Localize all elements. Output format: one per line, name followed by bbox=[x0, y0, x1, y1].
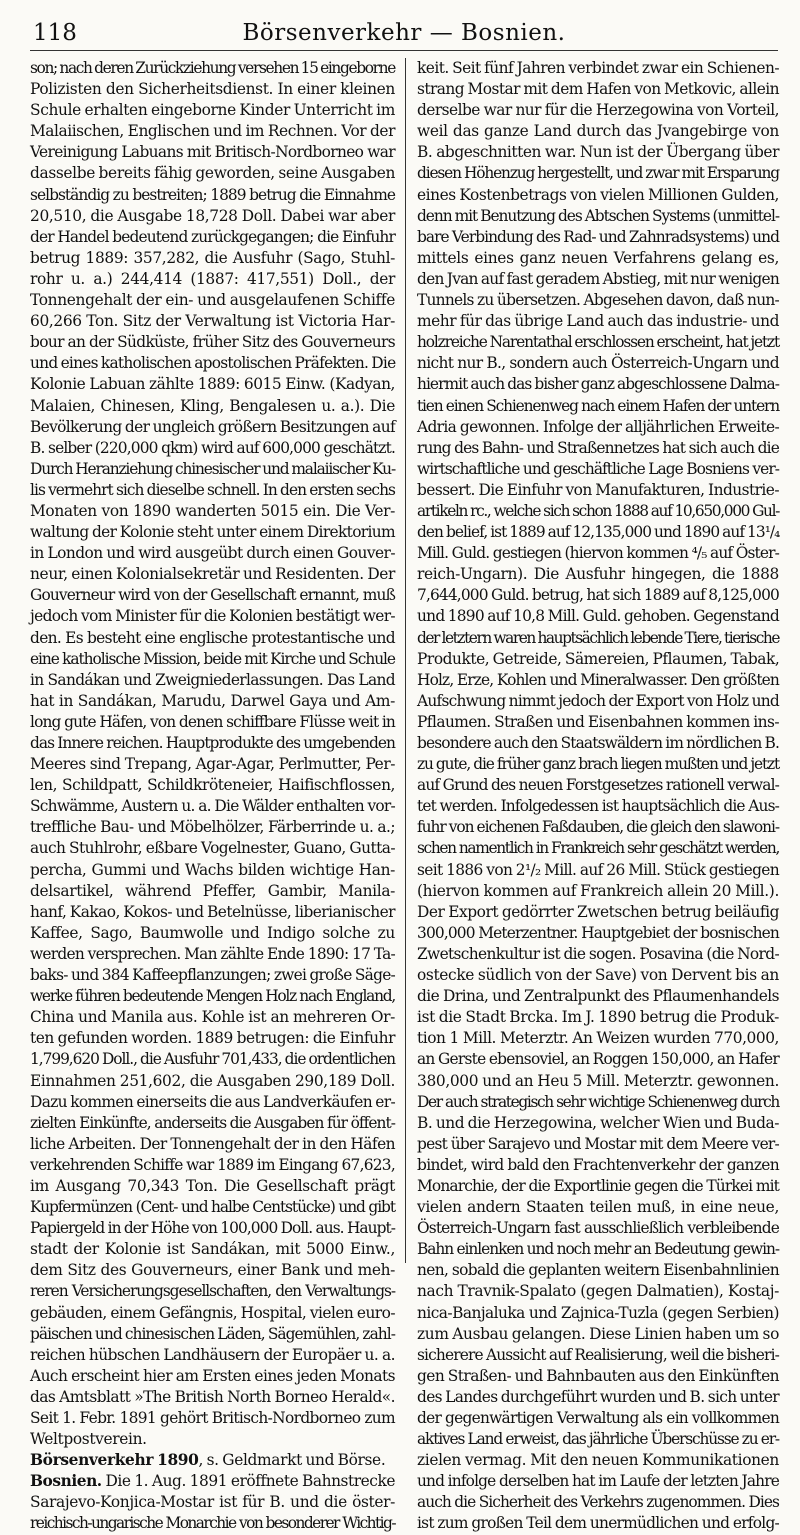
text-line: Sarajevo-Konjica-Mostar ist für B. und die öster- bbox=[30, 1493, 395, 1512]
text-line: das Innere reichen. Hauptprodukte des umgebenden bbox=[30, 734, 395, 752]
text-line: Tonnengehalt der ein- und ausgelaufenen Schiffe bbox=[30, 291, 395, 310]
left-text-column bbox=[30, 58, 396, 1533]
text-line: Bosnien. Die 1. Aug. 1891 eröffnete Bahnstrecke bbox=[30, 1472, 395, 1491]
text-line: hiermit auch das bisher ganz abgeschlossene Dalma- bbox=[417, 375, 779, 394]
text-line: Aufschwung nimmt jedoch der Export von Holz und bbox=[417, 691, 779, 710]
text-line: stadt der Kolonie ist Sandákan, mit 5000 Einw., bbox=[30, 1240, 395, 1259]
text-line: lis vermehrt sich dieselbe schnell. In den ersten sechs bbox=[30, 480, 395, 499]
text-line: Auch erscheint hier am Ersten eines jeden Monats bbox=[30, 1366, 395, 1385]
text-line: gebäuden, einem Gefängnis, Hospital, vielen euro- bbox=[30, 1303, 395, 1322]
text-line: Österreich-Ungarn fast ausschließlich verbleibende bbox=[417, 1219, 779, 1238]
text-line: Kupfermünzen (Cent- und halbe Centstücke) und gibt bbox=[30, 1198, 395, 1217]
text-line: 60,266 Ton. Sitz der Verwaltung ist Victoria Har- bbox=[30, 312, 395, 331]
text-line: Seit 1. Febr. 1891 gehört Britisch-Nordborneo zum bbox=[30, 1409, 395, 1427]
text-line: China und Manila aus. Kohle ist an mehreren Or- bbox=[30, 1008, 395, 1027]
text-line: diesen Höhenzug hergestellt, und zwar mit Ersparung bbox=[417, 164, 779, 183]
text-line: Der auch strategisch sehr wichtige Schienenweg durch bbox=[417, 1092, 779, 1111]
text-line: waltung der Kolonie steht unter einem Direktorium bbox=[30, 523, 395, 542]
text-line: rung des Bahn- und Straßennetzes hat sich auch die bbox=[417, 438, 779, 457]
text-line: jedoch vom Minister für die Kolonien bestätigt wer- bbox=[30, 607, 395, 626]
text-line: zielten Einkünfte, anderseits die Ausgaben für öffent- bbox=[30, 1113, 395, 1132]
text-line: artikeln rc., welche sich schon 1888 auf 10,650,000 Gul- bbox=[417, 501, 779, 520]
text-line: Polizisten den Sicherheitsdienst. In einer kleinen bbox=[30, 80, 395, 99]
text-line: keit. Seit fünf Jahren verbindet zwar ein Schienen- bbox=[417, 59, 779, 77]
text-line: das Amtsblatt »The British North Borneo Herald«. bbox=[30, 1387, 395, 1406]
text-line: den belief, ist 1889 auf 12,135,000 und 1890 auf 13¹/₄ bbox=[417, 523, 780, 542]
text-line: besondere auch den Staatswäldern im nördlichen B. bbox=[417, 734, 779, 752]
text-line: selbständig zu bestreiten; 1889 betrug die Einnahme bbox=[30, 185, 395, 204]
text-line: fuhr von eichenen Faßdauben, die gleich den slawoni- bbox=[417, 818, 779, 837]
text-line: an Gerste ebensoviel, an Roggen 150,000, an Hafer bbox=[417, 1050, 779, 1069]
text-line: nicht nur B., sondern auch Österreich-Ungarn und bbox=[417, 354, 779, 373]
text-line: nica-Banjaluka und Zajnica-Tuzla (gegen Serbien) bbox=[417, 1303, 779, 1322]
text-line: werke führen bedeutende Mengen Holz nach England, bbox=[30, 987, 395, 1006]
text-line: Bahn einlenken und noch mehr an Bedeutung gewin- bbox=[417, 1240, 779, 1259]
text-line: dem Sitz des Gouverneurs, einer Bank und meh- bbox=[30, 1261, 395, 1280]
text-line: reichen hübschen Landhäusern der Europäer u. a. bbox=[30, 1345, 395, 1364]
text-line: zielen vermag. Mit den neuen Kommunikationen bbox=[417, 1451, 779, 1470]
text-line: päischen und chinesischen Läden, Sägemühlen, zahl- bbox=[30, 1324, 395, 1343]
text-line: Schule erhalten eingeborne Kinder Unterricht im bbox=[30, 101, 395, 120]
text-line: bour an der Südküste, früher Sitz des Gouverneurs bbox=[30, 333, 395, 352]
text-line: 7,644,000 Guld. betrug, hat sich 1889 auf 8,125,000 bbox=[417, 586, 779, 605]
text-line: Vereinigung Labuans mit Britisch-Nordborneo war bbox=[30, 143, 395, 162]
text-line: Holz, Erze, Kohlen und Mineralwasser. Den größten bbox=[417, 670, 779, 689]
text-line: in Sandákan und Zweigniederlassungen. Das Land bbox=[30, 670, 395, 689]
text-line: strang Mostar mit dem Hafen von Metkovic, allein bbox=[417, 80, 779, 99]
text-line: tet werden. Infolgedessen ist hauptsächlich die Aus- bbox=[417, 797, 779, 816]
text-line: sicherere Aussicht auf Realisierung, weil die bisheri- bbox=[417, 1345, 779, 1364]
text-line: seit 1886 von 2¹/₂ Mill. auf 26 Mill. Stück gestiegen bbox=[417, 860, 779, 879]
text-line: derselbe war nur für die Herzegowina von Vorteil, bbox=[417, 101, 779, 120]
text-line: Tunnels zu übersetzen. Abgesehen davon, daß nun- bbox=[417, 291, 779, 310]
text-line: Gouverneur wird von der Gesellschaft ernannt, muß bbox=[30, 586, 395, 605]
text-line: bare Verbindung des Rad- und Zahnradsystems) und bbox=[417, 227, 779, 246]
text-line: delsartikel, während Pfeffer, Gambir, Manila- bbox=[30, 881, 395, 900]
text-line: gen Straßen- und Bahnbauten aus den Einkünften bbox=[417, 1366, 779, 1385]
text-line: holzreiche Narentathal erschlossen erscheint, hat jetzt bbox=[417, 333, 779, 352]
text-line: schen namentlich in Frankreich sehr geschätzt werden, bbox=[417, 839, 779, 858]
text-line: pest über Sarajevo und Mostar mit dem Meere ver- bbox=[417, 1134, 779, 1153]
text-line: der letztern waren hauptsächlich lebende Tiere, tierische bbox=[417, 628, 779, 647]
text-line: percha, Gummi und Wachs bilden wichtige Han- bbox=[30, 860, 395, 879]
text-line: Schwämme, Austern u. a. Die Wälder enthalten vor- bbox=[30, 797, 395, 816]
text-line: vielen andern Staaten teilen muß, in eine neue, bbox=[417, 1198, 779, 1217]
text-line: hat in Sandákan, Marudu, Darwel Gaya und Am- bbox=[30, 691, 395, 710]
text-line: bindet, wird bald den Frachtenverkehr der ganzen bbox=[417, 1155, 779, 1174]
text-line: verkehrenden Schiffe war 1889 im Eingang 67,623, bbox=[30, 1155, 395, 1174]
text-line: ist zum großen Teil dem unermüdlichen und erfolg- bbox=[417, 1514, 779, 1533]
text-line: long gute Häfen, von denen schiffbare Flüsse weit in bbox=[30, 712, 395, 731]
text-line: Durch Heranziehung chinesischer und malaiischer Ku- bbox=[30, 459, 395, 478]
text-line: rohr u. a.) 244,414 (1887: 417,551) Doll., der bbox=[30, 269, 395, 288]
text-line: Einnahmen 251,602, die Ausgaben 290,189 Doll. bbox=[30, 1071, 395, 1090]
text-line: Meeres sind Trepang, Agar-Agar, Perlmutter, Per- bbox=[30, 755, 395, 774]
text-line: der Handel bedeutend zurückgegangen; die Einfuhr bbox=[30, 227, 395, 246]
text-line: dasselbe bereits fähig geworden, seine Ausgaben bbox=[30, 164, 396, 183]
text-line: Börsenverkehr 1890, s. Geldmarkt und Börse. bbox=[30, 1451, 386, 1470]
text-line: Dazu kommen einerseits die aus Landverkäufen er- bbox=[30, 1092, 395, 1111]
text-line: bessert. Die Einfuhr von Manufakturen, Industrie- bbox=[417, 480, 779, 499]
text-line: und 1890 auf 10,8 Mill. Guld. gehoben. Gegenstand bbox=[417, 607, 779, 626]
text-line: wirtschaftliche und geschäftliche Lage Bosniens ver- bbox=[417, 459, 779, 478]
text-line: auch die Sicherheit des Verkehrs zugenommen. Dies bbox=[417, 1493, 779, 1512]
text-line: aktives Land erweist, das jährliche Überschüsse zu er- bbox=[417, 1430, 779, 1449]
text-line: weil das ganze Land durch das Jvangebirge von bbox=[417, 122, 779, 141]
text-line: nach Travnik-Spalato (gegen Dalmatien), Kostaj- bbox=[417, 1282, 779, 1301]
text-line: betrug 1889: 357,282, die Ausfuhr (Sago, Stuhl- bbox=[30, 248, 395, 267]
text-line: son; nach deren Zurückziehung versehen 15 eingeborne bbox=[30, 59, 396, 77]
text-line: ostecke südlich von der Save) von Dervent bis an bbox=[417, 966, 779, 985]
text-line: des Landes durchgeführt wurden und B. sich unter bbox=[417, 1387, 779, 1406]
text-line: mehr für das übrige Land auch das industrie- und bbox=[417, 312, 779, 331]
text-line: neur, einen Kolonialsekretär und Residenten. Der bbox=[30, 565, 396, 584]
text-line: B. und die Herzegowina, welcher Wien und Buda- bbox=[417, 1113, 779, 1132]
column-divider bbox=[405, 58, 406, 1263]
text-line: len, Schildpatt, Schildkröteneier, Haifischflossen, bbox=[30, 776, 395, 795]
text-line: Monarchie, der die Exportlinie gegen die Türkei mit bbox=[417, 1176, 779, 1195]
entry-headword: Bosnien. bbox=[30, 1472, 102, 1491]
text-line: im Ausgang 70,343 Ton. Die Gesellschaft prägt bbox=[30, 1176, 395, 1195]
text-line: 380,000 und an Heu 5 Mill. Meterztr. gewonnen. bbox=[417, 1071, 779, 1090]
text-line: treffliche Bau- und Möbelhölzer, Färberrinde u. a.; bbox=[30, 818, 395, 837]
text-line: Mill. Guld. gestiegen (hiervon kommen ⁴/₅ auf Öster- bbox=[417, 544, 779, 563]
text-line: 20,510, die Ausgabe 18,728 Doll. Dabei war aber bbox=[30, 206, 395, 225]
text-line: 1,799,620 Doll., die Ausfuhr 701,433, die ordentlichen bbox=[30, 1050, 395, 1069]
text-line: Monaten von 1890 wanderten 5015 ein. Die Ver- bbox=[30, 501, 395, 520]
text-line: Kaffee, Sago, Baumwolle und Indigo solche zu bbox=[30, 923, 395, 942]
text-line: Adria gewonnen. Infolge der alljährlichen Erweite- bbox=[417, 417, 779, 436]
page-number: 118 bbox=[33, 20, 77, 46]
text-line: zum Ausbau gelangen. Diese Linien haben um so bbox=[417, 1324, 779, 1343]
text-line: liche Arbeiten. Der Tonnengehalt der in den Häfen bbox=[30, 1134, 395, 1153]
text-line: werden versprechen. Man zählte Ende 1890: 17 Ta- bbox=[30, 944, 395, 963]
text-line: B. abgeschnitten war. Nun ist der Übergang über bbox=[417, 143, 779, 162]
text-line: reichisch-ungarische Monarchie von besonderer Wichtig- bbox=[30, 1514, 395, 1533]
text-line: Papiergeld in der Höhe von 100,000 Doll. aus. Haupt- bbox=[30, 1219, 395, 1238]
text-line: eines Kostenbetrags von vielen Millionen Gulden, bbox=[417, 185, 779, 204]
text-line: Weltpostverein. bbox=[30, 1430, 147, 1449]
text-line: die Drina, und Zentralpunkt des Pflaumenhandels bbox=[417, 987, 779, 1006]
text-line: ten gefunden worden. 1889 betrugen: die Einfuhr bbox=[30, 1029, 395, 1048]
text-line: Malaiischen, Englischen und im Rechnen. Vor der bbox=[30, 122, 395, 141]
text-line: Pflaumen. Straßen und Eisenbahnen kommen ins- bbox=[417, 712, 779, 731]
text-line: Malaien, Chinesen, Kling, Bengalesen u. a.). Die bbox=[30, 396, 395, 415]
entry-headword: Börsenverkehr 1890 bbox=[30, 1451, 199, 1470]
text-line: auf Grund des neuen Forstgesetzes rationell verwal- bbox=[417, 776, 779, 795]
text-line: reich-Ungarn). Die Ausfuhr hingegen, die 1888 bbox=[417, 565, 779, 584]
text-line: der gegenwärtigen Verwaltung als ein vollkommen bbox=[417, 1409, 779, 1427]
text-line: mittels eines ganz neuen Verfahrens gelang es, bbox=[417, 248, 779, 267]
text-line: (hiervon kommen auf Frankreich allein 20 Mill.). bbox=[417, 881, 779, 900]
text-line: denn mit Benutzung des Abtschen Systems (unmittel- bbox=[417, 206, 779, 225]
text-line: in London und wird ausgeübt durch einen Gouver- bbox=[30, 544, 395, 563]
text-line: tien einen Schienenweg nach einem Hafen der untern bbox=[417, 396, 779, 415]
right-text-column bbox=[417, 58, 780, 1533]
text-line: 300,000 Meterzentner. Hauptgebiet der bosnischen bbox=[417, 923, 779, 942]
text-line: und infolge derselben hat im Laufe der letzten Jahre bbox=[417, 1472, 779, 1491]
text-line: nen, sobald die geplanten weitern Eisenbahnlinien bbox=[417, 1261, 779, 1280]
text-line: Bevölkerung der ungleich größern Besitzungen auf bbox=[30, 417, 395, 436]
text-line: Der Export gedörrter Zwetschen betrug beiläufig bbox=[417, 902, 779, 921]
text-line: reren Versicherungsgesellschaften, den Verwaltungs- bbox=[30, 1282, 395, 1301]
text-line: B. selber (220,000 qkm) wird auf 600,000 geschätzt. bbox=[30, 438, 395, 457]
text-line: zu gute, die früher ganz brach liegen mußten und jetzt bbox=[417, 755, 779, 774]
text-line: Zwetschenkultur ist die sogen. Posavina (die Nord- bbox=[417, 944, 779, 963]
text-line: baks- und 384 Kaffeepflanzungen; zwei große Säge- bbox=[30, 966, 395, 985]
page-header bbox=[30, 14, 778, 51]
text-line: ist die Stadt Brcka. Im J. 1890 betrug die Produk- bbox=[417, 1008, 779, 1027]
text-line: Kolonie Labuan zählte 1889: 6015 Einw. (Kadyan, bbox=[30, 375, 395, 394]
text-line: tion 1 Mill. Meterztr. An Weizen wurden 770,000, bbox=[417, 1029, 779, 1048]
text-line: den. Es besteht eine englische protestantische und bbox=[30, 628, 395, 647]
text-line: auch Stuhlrohr, eßbare Vogelnester, Guano, Gutta- bbox=[30, 839, 395, 858]
text-line: und eines katholischen apostolischen Präfekten. Die bbox=[30, 354, 396, 373]
text-line: Produkte, Getreide, Sämereien, Pflaumen, Tabak, bbox=[417, 649, 780, 668]
text-line: eine katholische Mission, beide mit Kirche und Schule bbox=[30, 649, 395, 668]
text-line: hanf, Kakao, Kokos- und Betelnüsse, liberianischer bbox=[30, 902, 395, 921]
text-line: den Jvan auf fast geradem Abstieg, mit nur wenigen bbox=[417, 269, 779, 288]
running-title: Börsenverkehr — Bosnien. bbox=[242, 20, 566, 46]
